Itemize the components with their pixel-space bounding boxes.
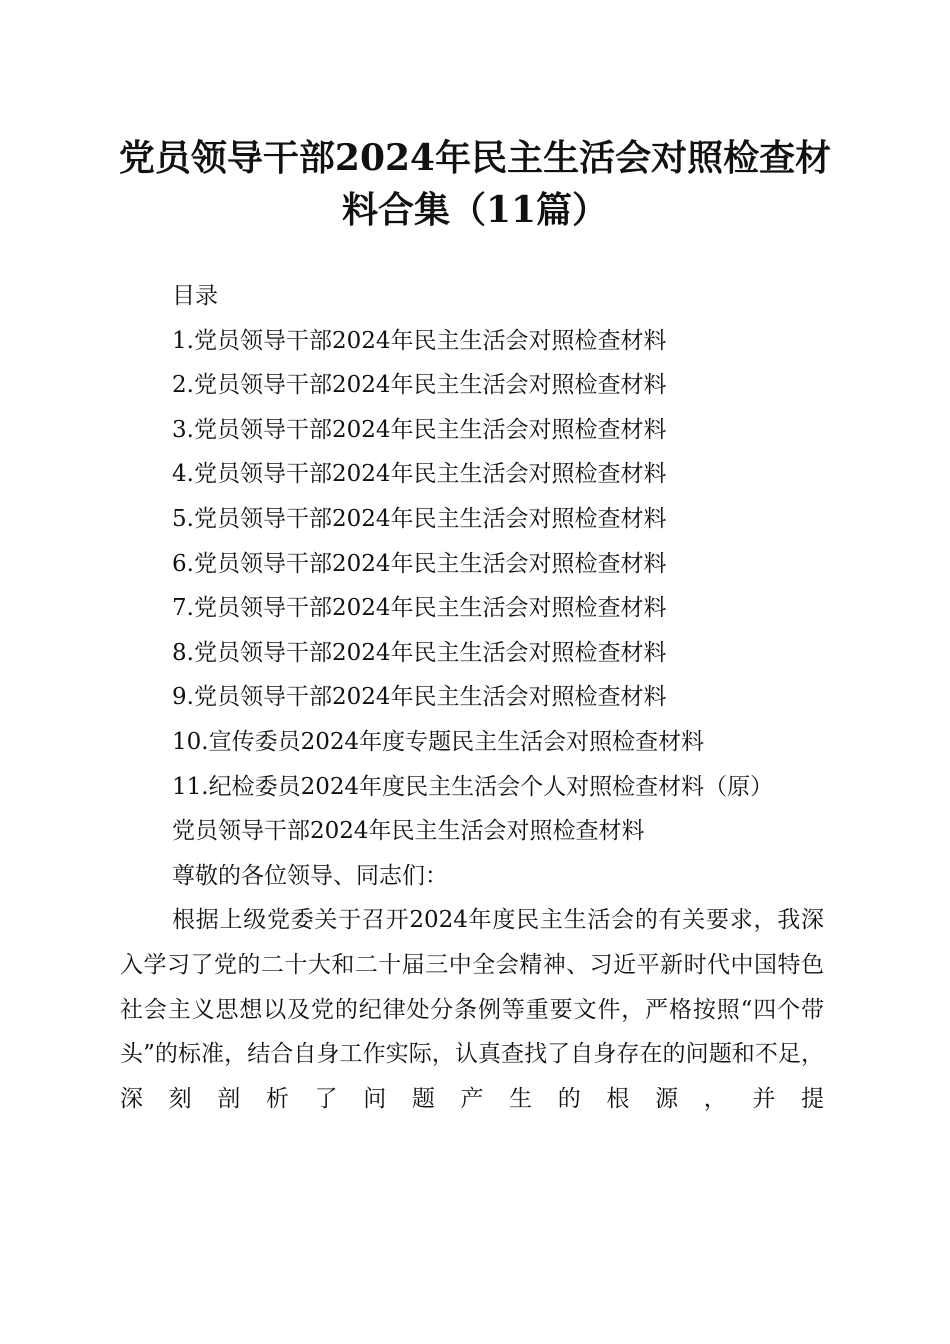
body-paragraph: 根据上级党委关于召开2024年度民主生活会的有关要求，我深入学习了党的二十大和二十届三中全会精神、习近平新时代中国特色社会主义思想以及党的纪律处分条例等重要文件，严格按照“四个带头”的标准，结合自身工作实际，认真查找了自身存在的问题和不足，深刻剖析了问题产生的根源，并提 — [120, 907, 824, 1112]
document-body — [120, 274, 824, 1121]
toc-item: 4.党员领导干部2024年民主生活会对照检查材料 — [172, 461, 667, 488]
toc-item: 10.宣传委员2024年度专题民主生活会对照检查材料 — [172, 728, 705, 755]
toc-item: 6.党员领导干部2024年民主生活会对照检查材料 — [172, 550, 667, 577]
toc-item: 1.党员领导干部2024年民主生活会对照检查材料 — [172, 327, 667, 354]
toc-item: 11.纪检委员2024年度民主生活会个人对照检查材料（原） — [172, 773, 774, 800]
toc-item: 7.党员领导干部2024年民主生活会对照检查材料 — [172, 595, 667, 622]
toc-heading: 目录 — [172, 283, 218, 309]
toc-item: 9.党员领导干部2024年民主生活会对照检查材料 — [172, 684, 667, 711]
toc-item: 5.党员领导干部2024年民主生活会对照检查材料 — [172, 505, 667, 532]
document-title: 党员领导干部2024年民主生活会对照检查材料合集（11篇） — [118, 137, 832, 231]
salutation: 尊敬的各位领导、同志们： — [172, 862, 448, 889]
toc-item: 3.党员领导干部2024年民主生活会对照检查材料 — [172, 416, 667, 443]
section-title: 党员领导干部2024年民主生活会对照检查材料 — [172, 818, 645, 845]
toc-item: 2.党员领导干部2024年民主生活会对照检查材料 — [172, 372, 667, 399]
toc-item: 8.党员领导干部2024年民主生活会对照检查材料 — [172, 639, 667, 666]
